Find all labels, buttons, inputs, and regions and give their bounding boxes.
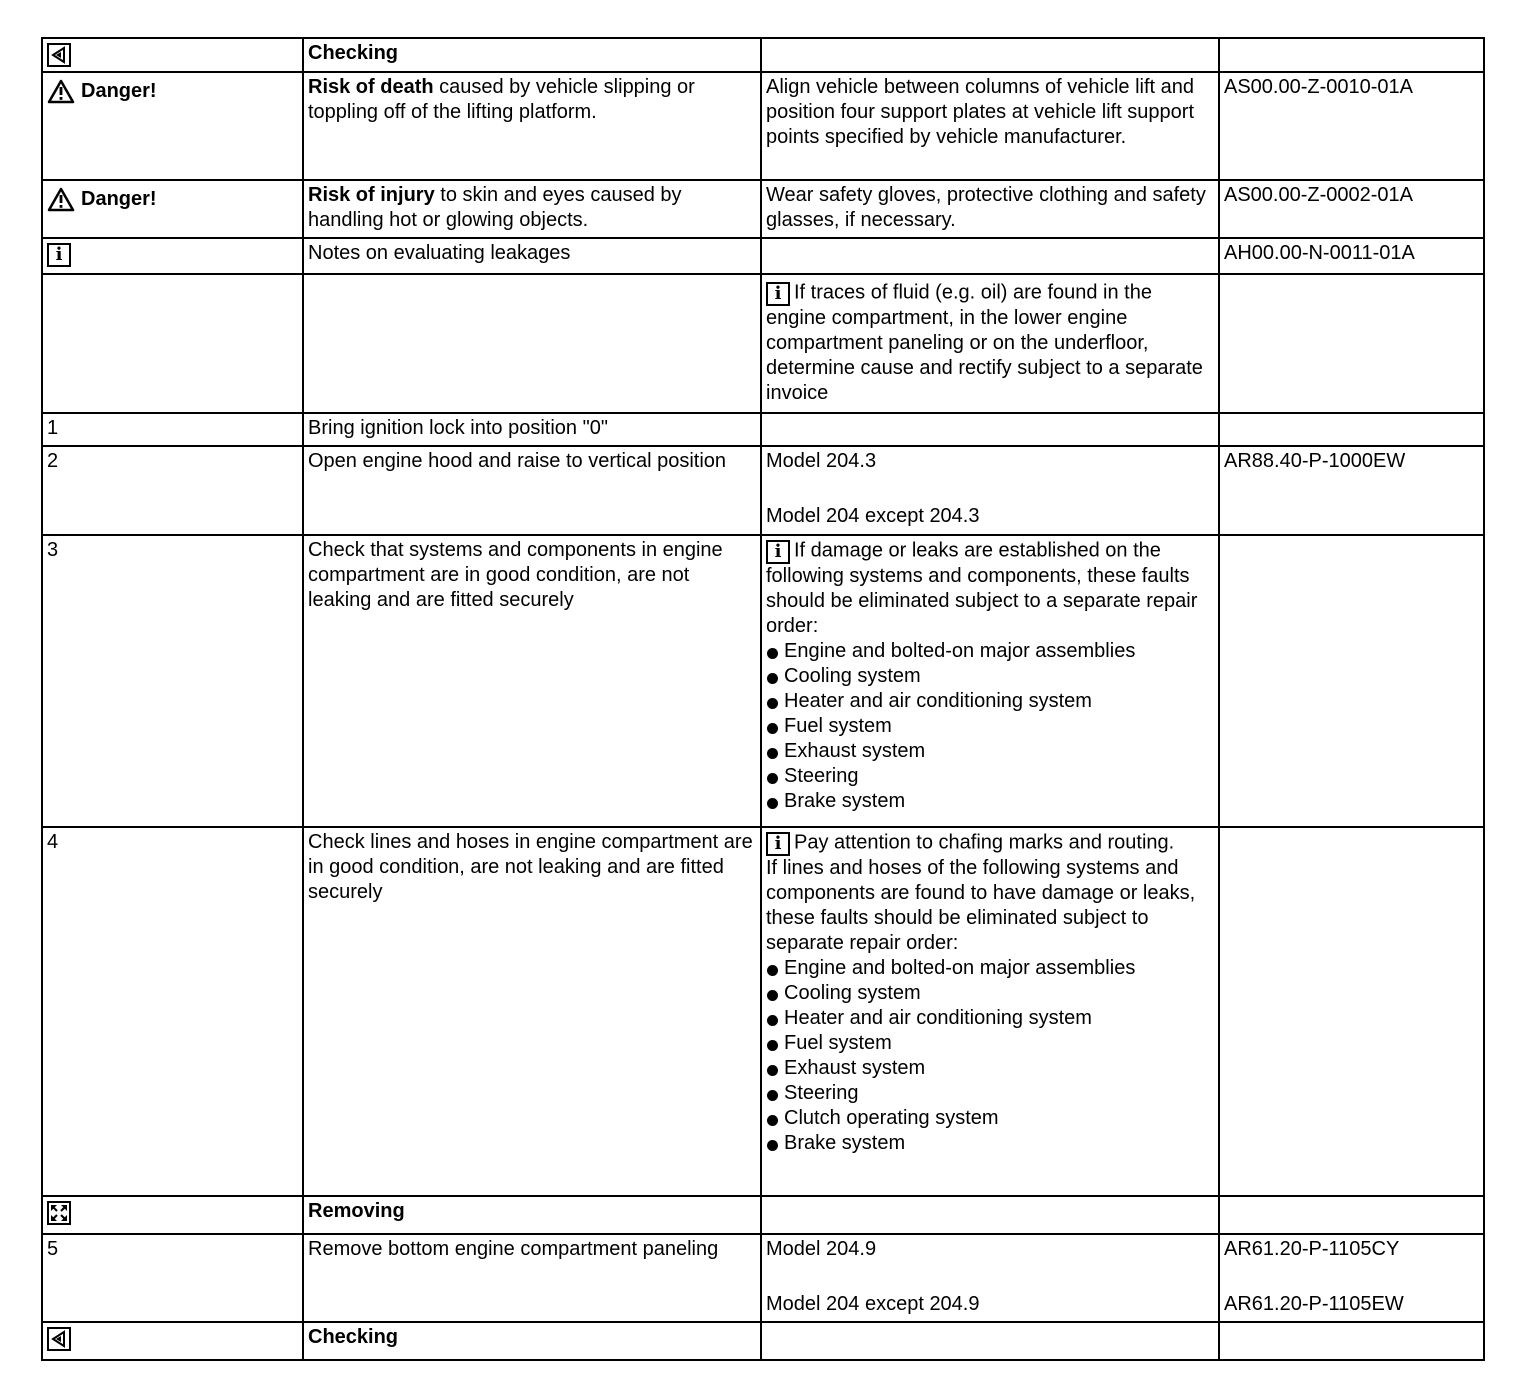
empty-cell <box>1219 274 1484 413</box>
model-b: Model 204 except 204.3 <box>766 505 980 527</box>
info-icon: i <box>766 282 790 306</box>
step-text: Open engine hood and raise to vertical position <box>303 446 761 535</box>
empty-cell <box>1219 38 1484 72</box>
row-danger-injury <box>42 180 1484 238</box>
action-cell: Wear safety gloves, protective clothing and safety glasses, if necessary. <box>761 180 1219 238</box>
empty-cell <box>1219 535 1484 827</box>
checking-icon <box>47 1327 71 1351</box>
risk-description: to skin and eyes caused by handling hot or glowing objects. <box>308 184 682 231</box>
section-title <box>303 1196 761 1234</box>
list-item: Brake system <box>766 789 1214 814</box>
step-text: Remove bottom engine compartment paneling <box>303 1234 761 1322</box>
notes-text: Notes on evaluating leakages <box>303 238 761 274</box>
row-step-1 <box>42 413 1484 446</box>
empty-cell <box>761 1196 1219 1234</box>
risk-cell <box>303 180 761 238</box>
model-a: Model 204.3 <box>766 450 877 472</box>
note-intro: Pay attention to chafing marks and routing. <box>794 831 1175 854</box>
list-item: Steering <box>766 1081 1214 1106</box>
checking-icon <box>47 43 71 67</box>
row-danger-death <box>42 72 1484 180</box>
empty-cell <box>761 38 1219 72</box>
list-item: Fuel system <box>766 1031 1214 1056</box>
note-paragraph-2: If lines and hoses of the following systems and components are found to have damage or leaks, these faults should be eliminated subject to separate repair order: <box>766 857 1196 954</box>
reference-cell: AH00.00-N-0011-01A <box>1219 238 1484 274</box>
info-icon: i <box>766 832 790 856</box>
cell-icon <box>42 238 303 274</box>
cell-icon <box>42 1322 303 1360</box>
note-intro: If damage or leaks are established on the following systems and components, these faults should be eliminated subject to a separate repair order: <box>766 539 1198 637</box>
list-item: Heater and air conditioning system <box>766 1006 1214 1031</box>
row-checking-bottom <box>42 1322 1484 1360</box>
list-item: Brake system <box>766 1131 1214 1156</box>
warning-triangle-icon <box>47 79 75 104</box>
model-a: Model 204.9 <box>766 1238 877 1260</box>
list-item: Steering <box>766 764 1214 789</box>
risk-title: Risk of injury <box>308 184 435 206</box>
procedure-table <box>41 37 1485 1361</box>
list-item: Heater and air conditioning system <box>766 689 1214 714</box>
model-cell <box>761 1234 1219 1322</box>
spacer <box>766 1262 1214 1292</box>
list-item: Engine and bolted-on major assemblies <box>766 639 1214 664</box>
removing-label: Removing <box>308 1200 405 1222</box>
list-item: Engine and bolted-on major assemblies <box>766 956 1214 981</box>
row-checking-top <box>42 38 1484 72</box>
step-number: 4 <box>42 827 303 1196</box>
reference-cell <box>1219 1234 1484 1322</box>
removing-icon <box>47 1201 71 1225</box>
note-text: If traces of fluid (e.g. oil) are found in the engine compartment, in the lower engine compartment paneling or on the underfloor, determine cause and rectify subject to a separate invoice <box>766 281 1203 404</box>
info-icon: i <box>47 243 71 267</box>
empty-cell <box>1219 827 1484 1196</box>
row-step-5 <box>42 1234 1484 1322</box>
empty-cell <box>42 274 303 413</box>
info-icon: i <box>766 540 790 564</box>
risk-cell <box>303 72 761 180</box>
step-text: Check that systems and components in engine compartment are in good condition, are not leaking and are fitted securely <box>303 535 761 827</box>
cell-danger <box>42 180 303 238</box>
warning-triangle-icon <box>47 187 75 212</box>
danger-label <box>47 187 298 212</box>
section-title <box>303 38 761 72</box>
reference-cell: AS00.00-Z-0002-01A <box>1219 180 1484 238</box>
empty-cell <box>761 1322 1219 1360</box>
list-item: Exhaust system <box>766 1056 1214 1081</box>
empty-cell <box>761 413 1219 446</box>
note-cell <box>761 274 1219 413</box>
cell-danger <box>42 72 303 180</box>
empty-cell <box>1219 1322 1484 1360</box>
list-item: Cooling system <box>766 664 1214 689</box>
note-paragraph <box>766 830 1214 856</box>
empty-cell <box>303 274 761 413</box>
row-step-4 <box>42 827 1484 1196</box>
reference-cell: AS00.00-Z-0010-01A <box>1219 72 1484 180</box>
cell-icon <box>42 1196 303 1234</box>
row-step-2 <box>42 446 1484 535</box>
empty-cell <box>761 238 1219 274</box>
step-text: Check lines and hoses in engine compartment are in good condition, are not leaking and are fitted securely <box>303 827 761 1196</box>
row-removing <box>42 1196 1484 1234</box>
spacer <box>1224 1262 1479 1292</box>
danger-text: Danger! <box>81 80 157 102</box>
spacer <box>766 474 1214 504</box>
model-cell <box>761 446 1219 535</box>
risk-description: caused by vehicle slipping or toppling off of the lifting platform. <box>308 76 695 123</box>
step-number: 2 <box>42 446 303 535</box>
empty-cell <box>1219 1196 1484 1234</box>
section-title <box>303 1322 761 1360</box>
model-b: Model 204 except 204.9 <box>766 1293 980 1315</box>
list-item: Exhaust system <box>766 739 1214 764</box>
note-cell <box>761 535 1219 827</box>
risk-title: Risk of death <box>308 76 434 98</box>
step-number: 3 <box>42 535 303 827</box>
row-fluid-note <box>42 274 1484 413</box>
list-item: Fuel system <box>766 714 1214 739</box>
step-text: Bring ignition lock into position "0" <box>303 413 761 446</box>
note-cell <box>761 827 1219 1196</box>
row-notes <box>42 238 1484 274</box>
note-paragraph <box>766 538 1214 639</box>
row-step-3 <box>42 535 1484 827</box>
empty-cell <box>1219 413 1484 446</box>
step-number: 5 <box>42 1234 303 1322</box>
list-item: Clutch operating system <box>766 1106 1214 1131</box>
systems-list <box>766 956 1214 1156</box>
cell-icon <box>42 38 303 72</box>
action-cell: Align vehicle between columns of vehicle lift and position four support plates at vehicle lift support points specified by vehicle manufacturer. <box>761 72 1219 180</box>
danger-text: Danger! <box>81 188 157 210</box>
reference-cell: AR88.40-P-1000EW <box>1219 446 1484 535</box>
reference-a: AR61.20-P-1105CY <box>1224 1238 1400 1260</box>
checking-label: Checking <box>308 1326 399 1348</box>
step-number: 1 <box>42 413 303 446</box>
list-item: Cooling system <box>766 981 1214 1006</box>
checking-label: Checking <box>308 42 399 64</box>
danger-label <box>47 79 298 104</box>
systems-list <box>766 639 1214 814</box>
reference-b: AR61.20-P-1105EW <box>1224 1293 1404 1315</box>
